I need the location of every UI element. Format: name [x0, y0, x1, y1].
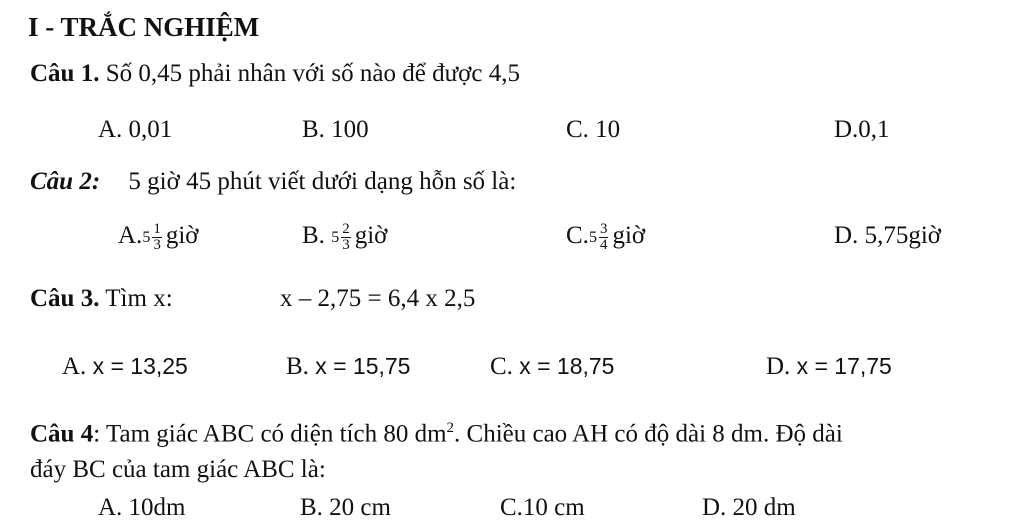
q2-option-d[interactable]: D. 5,75giờ: [834, 222, 941, 249]
question-2: [30, 168, 516, 196]
section-heading: I - TRẮC NGHIỆM: [28, 12, 260, 42]
question-1: [30, 60, 520, 88]
q1-option-d[interactable]: D.0,1: [834, 116, 890, 143]
question-4-line2: đáy BC của tam giác ABC là:: [30, 456, 326, 483]
question-2-label: Câu 2:: [30, 168, 101, 195]
q4-option-a[interactable]: A. 10dm: [98, 494, 186, 521]
q3-option-a[interactable]: A. x = 13,25: [62, 353, 188, 380]
q3-option-b[interactable]: B. x = 15,75: [286, 353, 411, 380]
q2-option-b[interactable]: B. 5 $\frac{2}{3}$ giờ: [302, 221, 388, 253]
question-3: [30, 285, 173, 313]
question-4-label: Câu 4: [30, 420, 94, 448]
q1-option-a[interactable]: A. 0,01: [98, 116, 173, 143]
question-1-text: Số 0,45 phải nhân với số nào để được 4,5: [105, 60, 520, 87]
mixed-number: 5 $\frac{3}{4}$: [588, 221, 608, 253]
q4-option-d[interactable]: D. 20 dm: [702, 494, 796, 521]
q2-option-c[interactable]: C. 5 $\frac{3}{4}$ giờ: [566, 221, 646, 253]
q2-option-a[interactable]: A. 5 $\frac{1}{3}$ giờ: [118, 221, 199, 253]
q1-option-b[interactable]: B. 100: [302, 116, 369, 143]
mixed-number: 5 $\frac{1}{3}$: [142, 221, 161, 253]
question-3-label: Câu 3.: [30, 285, 100, 312]
question-2-text: 5 giờ 45 phút viết dưới dạng hỗn số là:: [128, 168, 517, 195]
q4-option-c[interactable]: C.10 cm: [500, 494, 585, 521]
question-3-text: Tìm x:: [105, 285, 173, 312]
q3-option-c[interactable]: C. x = 18,75: [490, 353, 615, 380]
question-3-equation: x – 2,75 = 6,4 x 2,5: [280, 285, 476, 312]
q4-option-b[interactable]: B. 20 cm: [300, 494, 391, 521]
question-4: Câu 4: Tam giác ABC có diện tích 80 $dm^2$. Chiều cao AH có độ dài 8 dm. Độ dài: [30, 420, 843, 448]
question-1-label: Câu 1.: [30, 60, 100, 87]
q1-option-c[interactable]: C. 10: [566, 116, 621, 143]
mixed-number: 5 $\frac{2}{3}$: [331, 221, 350, 253]
q3-option-d[interactable]: D. x = 17,75: [766, 353, 892, 380]
